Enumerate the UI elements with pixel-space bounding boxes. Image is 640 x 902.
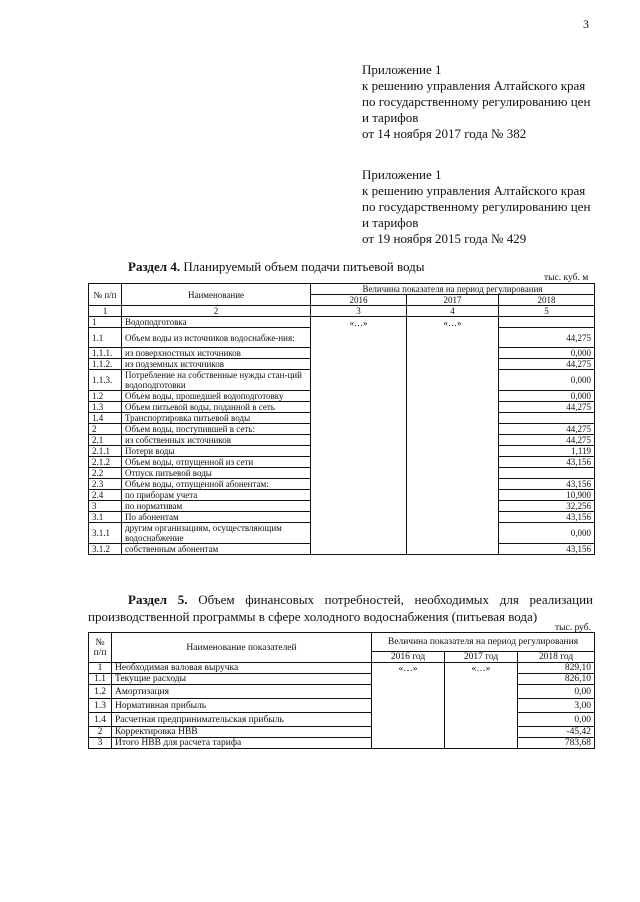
row-number: 1.4: [89, 413, 122, 424]
appendix-old-line4: и тарифов: [362, 215, 419, 230]
index-5: 5: [499, 306, 595, 317]
section5-label: Раздел 5.: [128, 592, 188, 607]
section4-heading: [128, 259, 425, 275]
row-number: 2.1.2: [89, 457, 122, 468]
row-name: Текущие расходы: [112, 674, 372, 685]
row-name: Транспортировка питьевой воды: [122, 413, 311, 424]
row-name: Объем воды из источников водоснабже-ния:: [122, 328, 311, 348]
appendix-old-line5: от 19 ноября 2015 года № 429: [362, 231, 527, 246]
row-name: Итого НВВ для расчета тарифа: [112, 738, 372, 749]
section4-label: Раздел 4.: [128, 259, 181, 274]
row-name: из поверхностных источников: [122, 348, 311, 359]
appendix-old-line3: по государственному регулированию цен: [362, 199, 591, 214]
row-name: Корректировка НВВ: [112, 727, 372, 738]
page-number: 3: [583, 17, 589, 31]
appendix-new-line3: по государственному регулированию цен: [362, 94, 591, 109]
value-2018: 44,275: [499, 359, 595, 370]
value-2018: 783,68: [518, 738, 595, 749]
row-number: 2.3: [89, 479, 122, 490]
section5-title: Объем финансовых потребностей, необходимых для реализации производственной программы в сфере холодного водоснабжения (питьевая вода): [88, 592, 594, 624]
row-name: собственным абонентам: [122, 544, 311, 555]
value-2018: 1,119: [499, 446, 595, 457]
header-2018: 2018 год: [518, 652, 595, 663]
value-2018: 826,10: [518, 674, 595, 685]
header-num: № п/п: [89, 284, 122, 306]
section5-heading: [88, 591, 593, 625]
appendix-old-line2: к решению управления Алтайского края: [362, 183, 586, 198]
row-number: 2: [89, 727, 112, 738]
row-name: Объем воды, прошедшей водоподготовку: [122, 391, 311, 402]
row-number: 2.2: [89, 468, 122, 479]
row-number: 2.4: [89, 490, 122, 501]
row-number: 3: [89, 501, 122, 512]
table-row: [89, 713, 595, 727]
header-num: № п/п: [89, 633, 112, 663]
row-number: 2: [89, 424, 122, 435]
table-row: [89, 727, 595, 738]
header-period: Величина показателя на период регулирования: [311, 284, 595, 295]
value-2018: 43,156: [499, 479, 595, 490]
header-2018: 2018: [499, 295, 595, 306]
value-2018: 44,275: [499, 402, 595, 413]
row-name: по приборам учета: [122, 490, 311, 501]
table-row: [89, 674, 595, 685]
value-2018: 0,000: [499, 391, 595, 402]
value-2018: 10,900: [499, 490, 595, 501]
value-2018: 43,156: [499, 457, 595, 468]
section4-units: тыс. куб. м: [544, 273, 589, 283]
value-2018: 43,156: [499, 544, 595, 555]
row-number: 3.1: [89, 512, 122, 523]
header-period: Величина показателя на период регулирования: [372, 633, 595, 652]
value-2018: 0,000: [499, 370, 595, 391]
row-number: 1.3: [89, 699, 112, 713]
value-2018: 44,275: [499, 424, 595, 435]
header-2017: 2017: [407, 295, 499, 306]
row-name: Нормативная прибыль: [112, 699, 372, 713]
index-3: 3: [311, 306, 407, 317]
value-2018: 0,00: [518, 713, 595, 727]
table-row: [89, 685, 595, 699]
row-number: 1.2: [89, 391, 122, 402]
row-number: 3.1.2: [89, 544, 122, 555]
row-name: по нормативам: [122, 501, 311, 512]
table-row: [89, 663, 595, 674]
section5-table: [88, 632, 595, 749]
value-2018: 829,10: [518, 663, 595, 674]
row-number: 1.1.1.: [89, 348, 122, 359]
value-2018: 0,000: [499, 348, 595, 359]
appendix-new-line1: Приложение 1: [362, 62, 442, 77]
section4-table: [88, 283, 595, 555]
appendix-new-block: [362, 62, 590, 142]
row-number: 3.1.1: [89, 523, 122, 544]
table-row: [89, 738, 595, 749]
value-2017-placeholder: «…»: [407, 317, 499, 555]
value-2018: 32,256: [499, 501, 595, 512]
row-number: 1.1.3.: [89, 370, 122, 391]
table-row: [89, 699, 595, 713]
row-number: 1.1.2.: [89, 359, 122, 370]
section4-title: Планируемый объем подачи питьевой воды: [183, 259, 425, 274]
index-4: 4: [407, 306, 499, 317]
appendix-new-line2: к решению управления Алтайского края: [362, 78, 586, 93]
index-1: 1: [89, 306, 122, 317]
row-number: 1.1: [89, 674, 112, 685]
row-name: По абонентам: [122, 512, 311, 523]
row-number: 1.4: [89, 713, 112, 727]
value-2018: 43,156: [499, 512, 595, 523]
header-2016: 2016: [311, 295, 407, 306]
row-number: 2.1: [89, 435, 122, 446]
row-number: 2.1.1: [89, 446, 122, 457]
header-2016: 2016 год: [372, 652, 445, 663]
appendix-old-line1: Приложение 1: [362, 167, 442, 182]
row-name: Объем воды, отпущенной абонентам:: [122, 479, 311, 490]
appendix-new-line5: от 14 ноября 2017 года № 382: [362, 126, 527, 141]
value-2018: [499, 317, 595, 328]
row-name: Необходимая валовая выручка: [112, 663, 372, 674]
value-2018: 0,000: [499, 523, 595, 544]
row-name: другим организациям, осуществляющим водоснабжение: [122, 523, 311, 544]
index-2: 2: [122, 306, 311, 317]
value-2016-placeholder: «…»: [311, 317, 407, 555]
section5-units: тыс. руб.: [555, 623, 591, 633]
row-name: Объем воды, отпущенной из сети: [122, 457, 311, 468]
row-name: Потребление на собственные нужды стан-ций водоподготовки: [122, 370, 311, 391]
table-row: [89, 317, 595, 328]
row-name: Объем питьевой воды, поданной в сеть: [122, 402, 311, 413]
header-name: Наименование показателей: [112, 633, 372, 663]
value-2018: [499, 468, 595, 479]
value-2018: [499, 413, 595, 424]
value-2018: -45,42: [518, 727, 595, 738]
row-name: из собственных источников: [122, 435, 311, 446]
row-name: Отпуск питьевой воды: [122, 468, 311, 479]
value-2018: 44,275: [499, 435, 595, 446]
row-number: 1: [89, 317, 122, 328]
appendix-old-block: [362, 167, 590, 247]
row-name: Потери воды: [122, 446, 311, 457]
value-2018: 44,275: [499, 328, 595, 348]
appendix-new-line4: и тарифов: [362, 110, 419, 125]
row-name: из подземных источников: [122, 359, 311, 370]
value-2016-placeholder: «…»: [372, 663, 445, 749]
row-number: 1.3: [89, 402, 122, 413]
row-number: 1.1: [89, 328, 122, 348]
header-name: Наименование: [122, 284, 311, 306]
row-name: Водоподготовка: [122, 317, 311, 328]
row-name: Объем воды, поступившей в сеть:: [122, 424, 311, 435]
row-name: Амортизация: [112, 685, 372, 699]
value-2017-placeholder: «…»: [445, 663, 518, 749]
row-number: 1: [89, 663, 112, 674]
row-number: 1.2: [89, 685, 112, 699]
header-2017: 2017 год: [445, 652, 518, 663]
value-2018: 0,00: [518, 685, 595, 699]
row-name: Расчетная предпринимательская прибыль: [112, 713, 372, 727]
value-2018: 3,00: [518, 699, 595, 713]
row-number: 3: [89, 738, 112, 749]
